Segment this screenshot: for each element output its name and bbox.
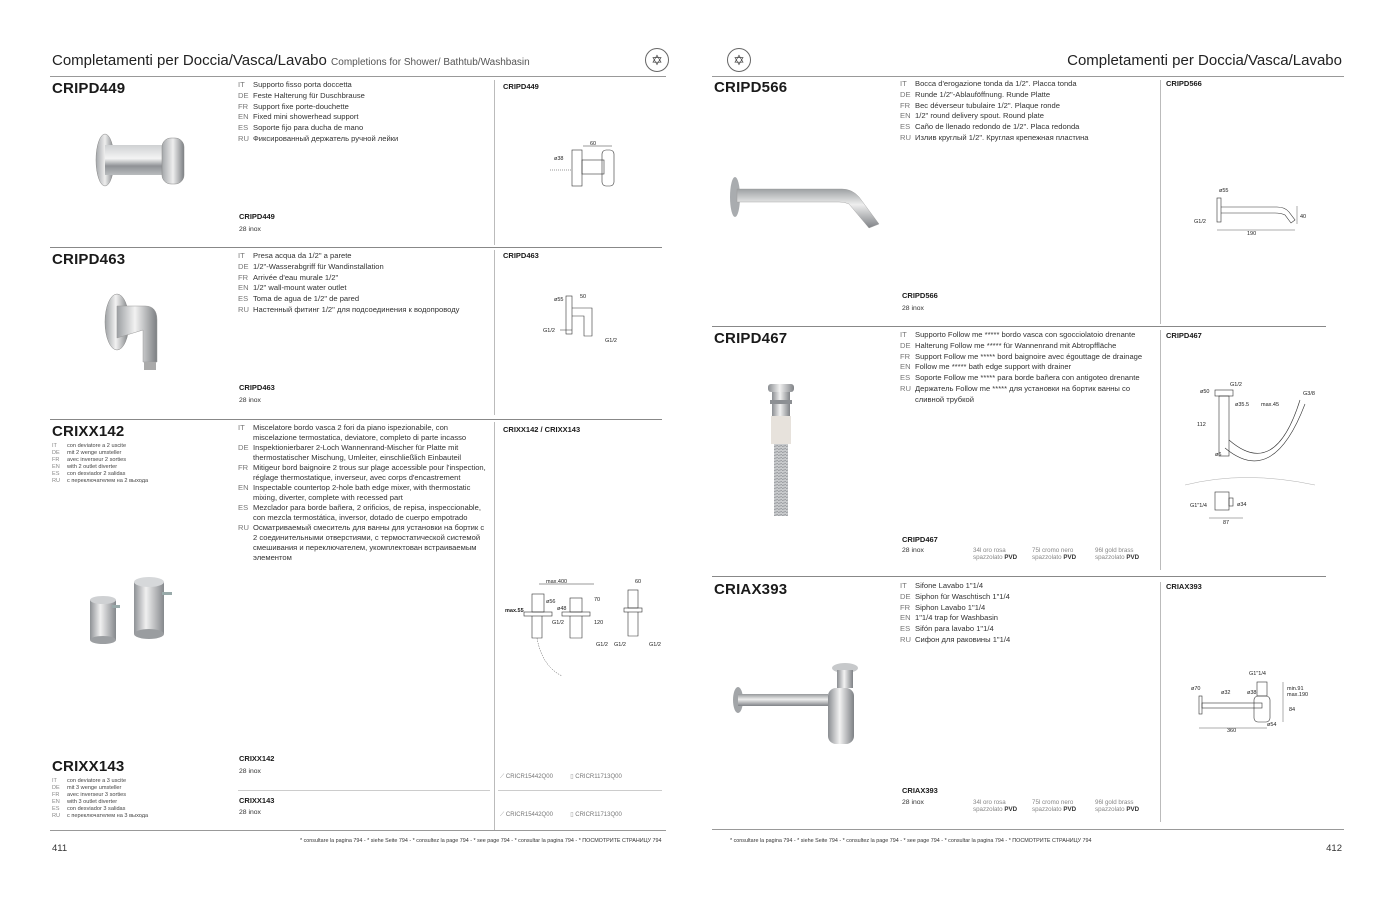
product-code: CRIPD449	[52, 80, 126, 97]
product-photo-bath-mixer	[82, 572, 187, 647]
product-description: IT Bocca d'erogazione tonda da 1/2". Placca tonda DE Runde 1/2"-Ablauföffnung. Runde Platte FR Bec déverseur tubulaire 1/2". Plaque ronde EN 1/2" round delivery spout. Round plate ES Caño de llenado redondo de 1/2". Placa redonda RU Излив круглый 1/2". Круглая крепежная пластина	[900, 79, 1089, 142]
sub-code: CRIAX393	[902, 786, 938, 795]
drawing-label: CRIPD467	[1166, 331, 1202, 340]
sub-code: CRIPD463	[239, 383, 275, 392]
column-divider	[494, 250, 495, 415]
sub-code: CRIPD566	[902, 291, 938, 300]
dim-label: ø70	[1191, 686, 1201, 692]
row-rule	[712, 576, 1326, 577]
dim-label: 120	[594, 620, 604, 626]
dim-label: G1/2	[605, 338, 617, 344]
product-description: IT Supporto fisso porta doccetta DE Feste Halterung für Duschbrause FR Support fixe porte-douchette EN Fixed mini showerhead support ES Soporte fijo para ducha de mano RU Фиксированный держатель ручной лейки	[238, 80, 399, 143]
column-divider	[494, 80, 495, 245]
dim-label: G1/2	[543, 328, 555, 334]
dim-label: max.190	[1287, 692, 1309, 698]
product-code: CRIPD463	[52, 251, 126, 268]
dim-label: ø38	[1247, 690, 1257, 696]
finish-text: 28 inox	[902, 305, 924, 312]
footnote: * consultare la pagina 794 - * siehe Seite 794 - * consultez la page 794 - * see page 794 - * consultar la pagina 794 - * ПОСМОТРИТЕ СТРАНИЦУ 794	[730, 838, 1092, 844]
variant-description: IT con deviatore a 2 uscite DE mit 2 wenge umsteller FR avec inverseur 2 sorties EN with 2 outlet diverter ES con desviador 2 salidas RU с переключателем на 2 выхода	[52, 443, 149, 484]
dim-label: G1/2	[1194, 219, 1206, 225]
dim-label: 360	[1227, 728, 1237, 734]
product-description: IT Miscelatore bordo vasca 2 fori da piano ispezionabile, con miscelazione termostatica, deviatore, completo di parte incasso DE Inspektionierbarer 2-Loch Wannenrand-Mischer für Platte mit thermostatischer Mischung, Umleiter, einschließlich Einbauteil FR Mitigeur bord baignoire 2 trous sur plage accessible pour l'inspection, réglage thermostatique, inverseur, avec corps d'encastrement EN Inspectable countertop 2-hole bath edge mixer, with thermostatic mixing, diverter, complete with recessed part ES Mezclador para borde bañera, 2 orificios, de repisa, inspeccionable, con mezcla termostática, inversor, dotado de cuerpo empotrado RU Осматриваемый смеситель для ванны для установки на бортик с 2 соединительными отверстиями, с термостатической системой смешивания и переключателем, укомплектован встраиваемым элементом	[238, 423, 486, 562]
accessory-row	[500, 811, 622, 819]
dim-label: max.55	[505, 608, 524, 614]
dim-label: ø55	[554, 297, 564, 303]
row-rule	[498, 790, 662, 791]
product-description: IT Presa acqua da 1/2" a parete DE 1/2"-Wasserabgriff für Wandinstallation FR Arrivée d'eau murale 1/2" EN 1/2" wall-mount water outlet ES Toma de agua de 1/2" de pared RU Настенный фитинг 1/2" для подсоединения к водопроводу	[238, 251, 460, 314]
column-divider	[1160, 582, 1161, 822]
technical-drawing-cripd467	[1185, 380, 1320, 530]
row-rule	[238, 790, 490, 791]
technical-drawing-cripd566	[1187, 180, 1307, 240]
brand-logo-icon: ✡	[727, 48, 751, 72]
dim-label: G3/8	[1303, 391, 1315, 397]
dim-label: ø54	[1267, 722, 1277, 728]
product-photo-wall-outlet	[95, 290, 165, 370]
dim-label: G1/2	[596, 642, 608, 648]
column-divider	[1160, 80, 1161, 324]
accessory-code: CRICR11713Q00	[575, 774, 622, 780]
cartridge-icon: ▯	[570, 812, 574, 818]
dim-label: max.45	[1261, 402, 1280, 408]
dim-label: 70	[594, 597, 601, 603]
hose-icon: ⟋	[500, 774, 505, 780]
row-rule	[50, 419, 662, 420]
finish-text: 28 inox	[239, 768, 261, 775]
dim-label: 60	[635, 579, 642, 585]
right-header-title: Completamenti per Doccia/Vasca/Lavabo	[1067, 52, 1342, 69]
dim-label: min.91	[1287, 686, 1304, 692]
product-code: CRIXX142	[52, 423, 125, 440]
left-header-subtitle: Completions for Shower/ Bathtub/Washbasin	[331, 57, 530, 68]
brand-logo-icon: ✡	[645, 48, 669, 72]
dim-label: ø56	[546, 599, 556, 605]
dim-label: 112	[1197, 422, 1206, 428]
hose-icon: ⟋	[500, 812, 505, 818]
product-code: CRIAX393	[714, 581, 788, 598]
product-photo-spout	[727, 172, 887, 232]
drawing-label: CRIPD449	[503, 82, 539, 91]
product-description: IT Sifone Lavabo 1"1/4 DE Siphon für Waschtisch 1"1/4 FR Siphon Lavabo 1"1/4 EN 1"1/4 trap for Washbasin ES Sifón para lavabo 1"1/4 RU Сифон для раковины 1"1/4	[900, 581, 1011, 644]
dim-label: ø50	[1200, 389, 1210, 395]
technical-drawing-cripd449	[540, 140, 630, 190]
footer-rule	[712, 829, 1344, 830]
dim-label: ø48	[557, 606, 567, 612]
accessory-row	[500, 773, 622, 781]
finish-option: 75l cromo nero spazzolato PVD	[1032, 799, 1077, 814]
product-code: CRIXX143	[52, 758, 125, 775]
finish-text: 28 inox	[239, 809, 261, 816]
row-rule	[50, 247, 662, 248]
sub-code: CRIXX143	[239, 796, 275, 805]
dim-label: G1/2	[649, 642, 661, 648]
dim-label: 84	[1289, 707, 1296, 713]
dim-label: G1/2	[614, 642, 626, 648]
product-photo-shower-holder	[90, 125, 195, 195]
finish-option: 96l gold brass spazzolato PVD	[1095, 547, 1140, 562]
dim-label: G1"1/4	[1249, 671, 1266, 677]
dim-label: ø32	[1221, 690, 1231, 696]
column-divider	[1160, 330, 1161, 570]
drawing-label: CRIAX393	[1166, 582, 1202, 591]
finish-option: 34l oro rosa spazzolato PVD	[973, 547, 1018, 562]
product-code: CRIPD467	[714, 330, 788, 347]
accessory-code: CRICR11713Q00	[575, 812, 622, 818]
finish-option: 34l oro rosa spazzolato PVD	[973, 799, 1018, 814]
product-photo-siphon	[732, 660, 862, 745]
finish-option: 75l cromo nero spazzolato PVD	[1032, 547, 1077, 562]
sub-code: CRIPD467	[902, 535, 938, 544]
dim-label: 87	[1223, 520, 1230, 526]
dim-label: ø55	[1219, 188, 1229, 194]
left-header-title: Completamenti per Doccia/Vasca/Lavabo	[52, 52, 327, 69]
dim-label: ø6	[1215, 452, 1222, 458]
dim-label: ø35.5	[1235, 402, 1250, 408]
dim-label: G1/2	[1230, 382, 1242, 388]
finish-text: 28 inox	[239, 226, 261, 233]
finish-option: 96l gold brass spazzolato PVD	[1095, 799, 1140, 814]
footer-rule	[50, 830, 666, 831]
footnote: * consultare la pagina 794 - * siehe Seite 794 - * consultez la page 794 - * see page 794 - * consultar la pagina 794 - * ПОСМОТРИТЕ СТРАНИЦУ 794	[300, 838, 662, 844]
variant-description: IT con deviatore a 3 uscite DE mit 3 wenge umsteller FR avec inverseur 3 sorties EN with 3 outlet diverter ES con desviador 3 salidas RU с переключателем на 3 выхода	[52, 778, 149, 819]
product-code: CRIPD566	[714, 79, 788, 96]
right-page	[697, 0, 1394, 900]
sub-code: CRIXX142	[239, 754, 275, 763]
left-header	[52, 52, 530, 69]
cartridge-icon: ▯	[570, 774, 574, 780]
product-description: IT Supporto Follow me ***** bordo vasca con sgocciolatoio drenante DE Halterung Follow me ***** für Wannenrand mit Abtropffläche FR Support Follow me ***** bord baignoire avec égouttage de drainage EN Follow me ***** bath edge support with drainer ES Soporte Follow me ***** para borde bañera con antigoteo drenante RU Держатель Follow me ***** для установки на бортик ванны со сливной трубкой	[900, 330, 1143, 404]
header-rule	[50, 76, 666, 77]
row-rule	[712, 326, 1326, 327]
dim-label: 60	[590, 141, 597, 147]
dim-label: 190	[1247, 231, 1257, 237]
accessory-code: CRICR15442Q00	[505, 774, 553, 780]
product-photo-hose-support	[762, 382, 802, 517]
page-number: 412	[1326, 843, 1342, 854]
finish-text: 28 inox	[902, 799, 924, 806]
drawing-label: CRIPD566	[1166, 79, 1202, 88]
finish-text: 28 inox	[902, 547, 924, 554]
dim-label: ø38	[554, 156, 564, 162]
technical-drawing-crixx142	[502, 576, 667, 676]
finish-text: 28 inox	[239, 397, 261, 404]
dim-label: G1/2	[552, 620, 564, 626]
drawing-label: CRIXX142 / CRIXX143	[503, 425, 581, 434]
dim-label: 50	[580, 294, 587, 300]
accessory-code: CRICR15442Q00	[505, 812, 553, 818]
dim-label: ø34	[1237, 502, 1247, 508]
dim-label: max.400	[546, 579, 568, 585]
technical-drawing-criax393	[1187, 668, 1317, 748]
drawing-label: CRIPD463	[503, 251, 539, 260]
header-rule	[712, 76, 1344, 77]
page-number: 411	[52, 843, 68, 854]
technical-drawing-cripd463	[540, 290, 630, 350]
column-divider	[494, 422, 495, 830]
right-header	[1067, 52, 1342, 69]
dim-label: G1"1/4	[1190, 503, 1207, 509]
sub-code: CRIPD449	[239, 212, 275, 221]
dim-label: 40	[1300, 214, 1307, 220]
